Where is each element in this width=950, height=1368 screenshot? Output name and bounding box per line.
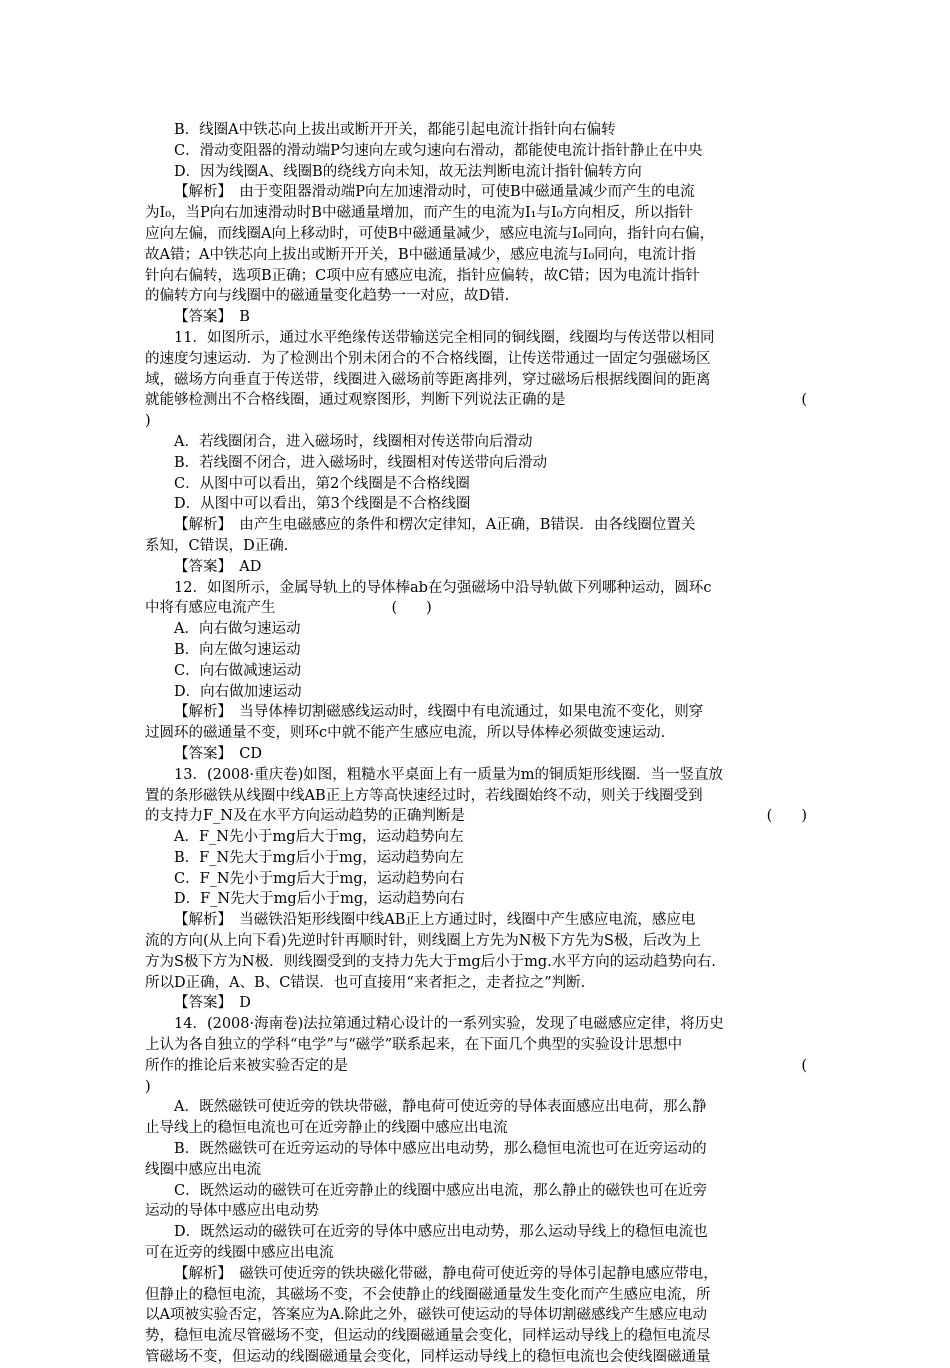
text-line [145, 619, 807, 640]
text-line [145, 390, 807, 411]
line-text: D．向右做加速运动 [174, 683, 302, 700]
text-line [145, 120, 807, 141]
line-text: B．既然磁铁可在近旁运动的导体中感应出电动势，那么稳恒电流也可在近旁运动的 [174, 1141, 707, 1158]
text-line [145, 1056, 807, 1077]
answer-bracket: ( ) [766, 808, 807, 825]
text-line [145, 702, 807, 723]
text-line [145, 806, 807, 827]
text-line [145, 1243, 807, 1264]
line-text: D．既然运动的磁铁可在近旁的导体中感应出电动势，那么运动导线上的稳恒电流也 [174, 1224, 708, 1241]
line-text: 13．(2008·重庆卷)如图，粗糙水平桌面上有一质量为m的铜质矩形线圈．当一竖直放 [174, 766, 724, 783]
line-text: D．从图中可以看出，第3个线圈是不合格线圈 [174, 496, 471, 513]
line-text: 中将有感应电流产生 ( ) [145, 600, 432, 617]
text-line [145, 598, 807, 619]
text-line [145, 578, 807, 599]
line-text: 【答案】 CD [174, 745, 262, 762]
text-line [145, 453, 807, 474]
text-line [145, 993, 807, 1014]
text-line [145, 682, 807, 703]
line-text: C．F_N先小于mg后大于mg，运动趋势向右 [174, 870, 465, 887]
text-line [145, 1160, 807, 1181]
text-line [145, 494, 807, 515]
line-text: ) [145, 1078, 151, 1095]
line-text: 置的条形磁铁从线圈中线AB正上方等高快速经过时，若线圈始终不动，则关于线圈受到 [145, 787, 703, 804]
answer-bracket: ( [801, 392, 807, 409]
line-text: 方为S极下方为N极．则线圈受到的支持力先大于mg后小于mg.水平方向的运动趋势向右. [145, 953, 716, 970]
text-line [145, 141, 807, 162]
line-text: 止导线上的稳恒电流也可在近旁静止的线圈中感应出电流 [145, 1120, 508, 1137]
line-text: B．F_N先大于mg后小于mg，运动趋势向左 [174, 849, 464, 866]
text-line [145, 723, 807, 744]
line-text: 线圈中感应出电流 [145, 1161, 261, 1178]
text-line [145, 973, 807, 994]
text-line [145, 1222, 807, 1243]
text-line [145, 224, 807, 245]
text-line [145, 474, 807, 495]
text-line [145, 1014, 807, 1035]
line-text: C．向右做减速运动 [174, 662, 302, 679]
text-line [145, 744, 807, 765]
line-text: C．滑动变阻器的滑动端P匀速向左或匀速向右滑动，都能使电流计指针静止在中央 [174, 142, 703, 159]
line-text: 的偏转方向与线圈中的磁通量变化趋势一一对应，故D错. [145, 288, 510, 305]
text-line [145, 1181, 807, 1202]
line-text: 【解析】 磁铁可使近旁的铁块磁化带磁，静电荷可使近旁的导体引起静电感应带电， [174, 1265, 718, 1282]
line-text: 就能够检测出不合格线圈，通过观察图形，判断下列说法正确的是 [145, 392, 566, 409]
line-text: 【答案】 D [174, 995, 251, 1012]
line-text: 【解析】 当磁铁沿矩形线圈中线AB正上方通过时，线圈中产生感应电流，感应电 [174, 912, 696, 929]
line-text: B．若线圈不闭合，进入磁场时，线圈相对传送带向后滑动 [174, 454, 548, 471]
text-line [145, 910, 807, 931]
text-line [145, 1285, 807, 1306]
text-line [145, 286, 807, 307]
line-text: 系知，C错误，D正确. [145, 537, 289, 554]
line-text: 所作的推论后来被实验否定的是 [145, 1057, 348, 1074]
text-line [145, 1305, 807, 1326]
line-text: 的速度匀速运动．为了检测出个别未闭合的不合格线圈，让传送带通过一固定匀强磁场区 [145, 350, 711, 367]
line-text: A．若线圈闭合，进入磁场时，线圈相对传送带向后滑动 [174, 433, 533, 450]
line-text: B．线圈A中铁芯向上拔出或断开开关，都能引起电流计指针向右偏转 [174, 122, 616, 138]
text-line [145, 307, 807, 328]
text-line [145, 765, 807, 786]
text-line [145, 432, 807, 453]
line-text: 管磁场不变，但运动的线圈磁通量会变化，同样运动导线上的稳恒电流也会使线圈磁通量 [145, 1349, 711, 1366]
answer-bracket: ( [801, 1057, 807, 1074]
line-text: 所以D正确，A、B、C错误．也可直接用“来者拒之，走者拉之”判断. [145, 974, 586, 991]
line-text: 【解析】 由产生电磁感应的条件和楞次定律知，A正确，B错误．由各线圈位置关 [174, 517, 696, 534]
text-line [145, 1264, 807, 1285]
text-line [145, 889, 807, 910]
line-text: 过圆环的磁通量不变，则环c中就不能产生感应电流，所以导体棒必须做变速运动. [145, 725, 666, 742]
text-line [145, 515, 807, 536]
text-line [145, 1077, 807, 1098]
line-text: 的支持力F_N及在水平方向运动趋势的正确判断是 [145, 808, 465, 825]
line-text: C．从图中可以看出，第2个线圈是不合格线圈 [174, 475, 470, 492]
line-text: 运动的导体中感应出电动势 [145, 1203, 319, 1220]
line-text: 域，磁场方向垂直于传送带，线圈进入磁场前等距离排列，穿过磁场后根据线圈间的距离 [145, 371, 711, 388]
line-text: 上认为各自独立的学科“电学”与“磁学”联系起来，在下面几个典型的实验设计思想中 [145, 1037, 683, 1054]
text-line [145, 640, 807, 661]
text-line [145, 370, 807, 391]
line-text: 势，稳恒电流尽管磁场不变，但运动的线圈磁通量会变化，同样运动导线上的稳恒电流尽 [145, 1328, 711, 1345]
text-line [145, 931, 807, 952]
line-text: 针向右偏转，选项B正确；C项中应有感应电流，指针应偏转，故C错；因为电流计指针 [145, 267, 700, 284]
line-text: 应向左偏，而线圈A向上移动时，可使B中磁通量减少，感应电流与I₀同向，指针向右偏， [145, 225, 715, 242]
text-line [145, 1347, 807, 1368]
line-text: 为I₀，当P向右加速滑动时B中磁通量增加，而产生的电流为I₁与I₀方向相反，所以指针 [145, 205, 694, 222]
text-line [145, 661, 807, 682]
text-line [145, 349, 807, 370]
line-text: 流的方向(从上向下看)先逆时针再顺时针，则线圈上方先为N极下方先为S极，后改为上 [145, 933, 701, 950]
line-text: C．既然运动的磁铁可在近旁静止的线圈中感应出电流，那么静止的磁铁也可在近旁 [174, 1182, 708, 1199]
text-line [145, 328, 807, 349]
text-line [145, 848, 807, 869]
line-text: 14．(2008·海南卷)法拉第通过精心设计的一系列实验，发现了电磁感应定律，将历史 [174, 1016, 724, 1033]
line-text: 故A错；A中铁芯向上拔出或断开开关，B中磁通量减少，感应电流与I₀同向，电流计指 [145, 246, 696, 263]
text-line [145, 182, 807, 203]
line-text: 【解析】 由于变阻器滑动端P向左加速滑动时，可使B中磁通量减少而产生的电流 [174, 184, 695, 201]
text-line [145, 952, 807, 973]
line-text: 【解析】 当导体棒切割磁感线运动时，线圈中有电流通过，如果电流不变化，则穿 [174, 704, 704, 721]
line-text: D．F_N先大于mg后小于mg，运动趋势向右 [174, 891, 465, 908]
text-line [145, 557, 807, 578]
line-text: B．向左做匀速运动 [174, 641, 301, 658]
text-line [145, 1097, 807, 1118]
line-text: ) [145, 413, 151, 430]
text-line [145, 1118, 807, 1139]
line-text: A．向右做匀速运动 [174, 621, 301, 638]
line-text: 【答案】 B [174, 309, 250, 326]
text-line [145, 786, 807, 807]
line-text: A．既然磁铁可使近旁的铁块带磁，静电荷可使近旁的导体表面感应出电荷，那么静 [174, 1099, 707, 1116]
line-text: 【答案】 AD [174, 558, 262, 575]
text-line [145, 266, 807, 287]
line-text: A．F_N先小于mg后大于mg，运动趋势向左 [174, 829, 464, 846]
text-line [145, 1139, 807, 1160]
line-text: 以A项被实验否定，答案应为A.除此之外，磁铁可使运动的导体切割磁感线产生感应电动 [145, 1307, 708, 1324]
line-text: 11．如图所示，通过水平绝缘传送带输送完全相同的铜线圈，线圈均与传送带以相同 [174, 329, 715, 346]
text-line [145, 245, 807, 266]
text-line [145, 1201, 807, 1222]
text-line [145, 827, 807, 848]
document-page [145, 120, 807, 1368]
text-line [145, 203, 807, 224]
text-line [145, 536, 807, 557]
text-line [145, 1035, 807, 1056]
line-text: 12．如图所示，金属导轨上的导体棒ab在匀强磁场中沿导轨做下列哪种运动，圆环c [174, 579, 712, 596]
line-text: D．因为线圈A、线圈B的绕线方向未知，故无法判断电流计指针偏转方向 [174, 163, 642, 180]
line-text: 但静止的稳恒电流，其磁场不变，不会使静止的线圈磁通量发生变化而产生感应电流，所 [145, 1286, 711, 1303]
text-line [145, 162, 807, 183]
text-line [145, 411, 807, 432]
text-line [145, 869, 807, 890]
line-text: 可在近旁的线圈中感应出电流 [145, 1245, 334, 1262]
